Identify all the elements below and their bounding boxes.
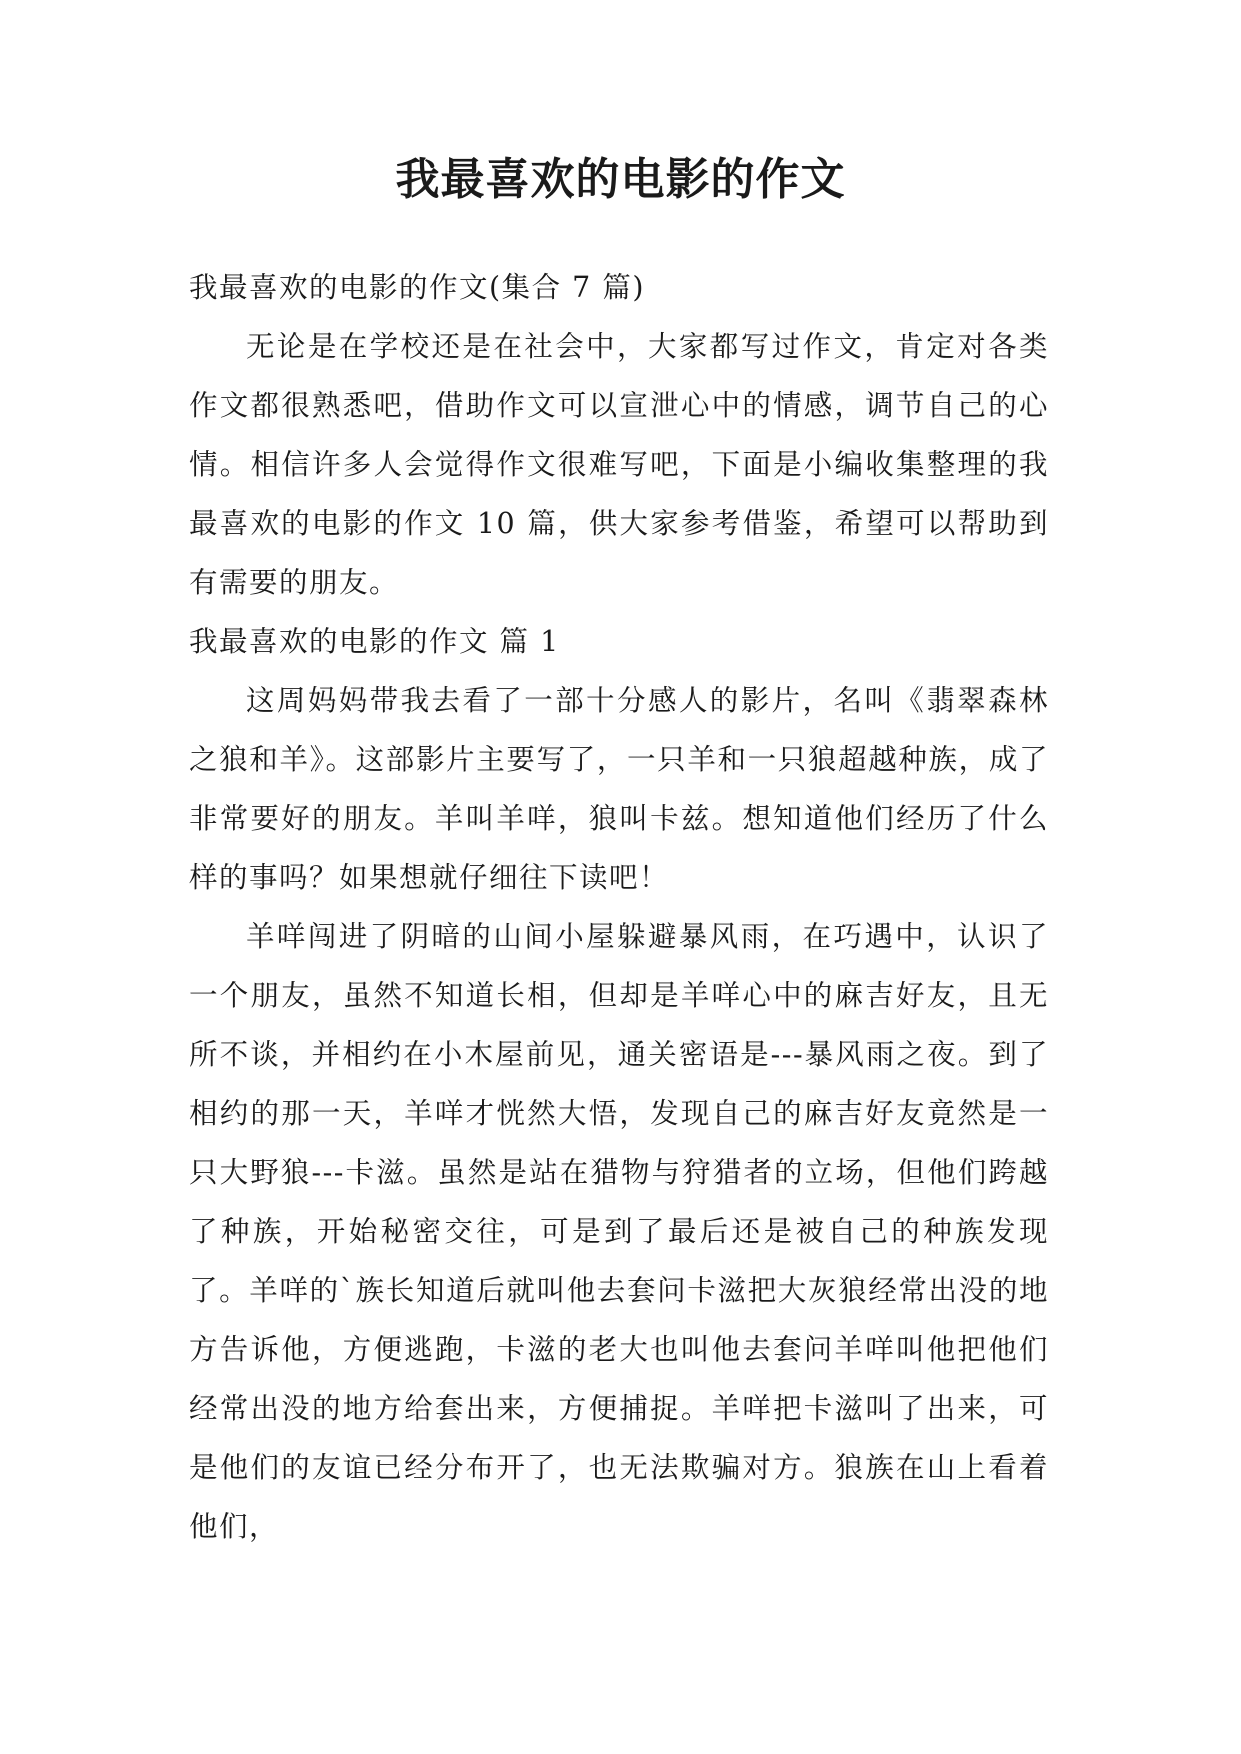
document-subtitle: 我最喜欢的电影的作文(集合 7 篇) [189, 271, 645, 304]
body-paragraph: 这周妈妈带我去看了一部十分感人的影片，名叫《翡翠森林之狼和羊》。这部影片主要写了，一只羊和一只狼超越种族，成了非常要好的朋友。羊叫羊咩，狼叫卡兹。想知道他们经历了什么样的事吗？如果想就仔细往下读吧！ [189, 684, 1049, 894]
body-paragraph: 羊咩闯进了阴暗的山间小屋躲避暴风雨，在巧遇中，认识了一个朋友，虽然不知道长相，但却是羊咩心中的麻吉好友，且无所不谈，并相约在小木屋前见，通关密语是---暴风雨之夜。到了相约的那一天，羊咩才恍然大悟，发现自己的麻吉好友竟然是一只大野狼---卡滋。虽然是站在猎物与狩猎者的立场，但他们跨越了种族，开始秘密交往，可是到了最后还是被自己的种族发现了。羊咩的`族长知道后就叫他去套问卡滋把大灰狼经常出没的地方告诉他，方便逃跑，卡滋的老大也叫他去套问羊咩叫他把他们经常出没的地方给套出来，方便捕捉。羊咩把卡滋叫了出来，可是他们的友谊已经分布开了，也无法欺骗对方。狼族在山上看着他们， [189, 920, 1049, 1543]
document-body [189, 258, 1049, 1556]
section-heading: 我最喜欢的电影的作文 篇 1 [189, 625, 560, 658]
intro-paragraph: 无论是在学校还是在社会中，大家都写过作文，肯定对各类作文都很熟悉吧，借助作文可以宣泄心中的情感，调节自己的心情。相信许多人会觉得作文很难写吧，下面是小编收集整理的我最喜欢的电影的作文 10 篇，供大家参考借鉴，希望可以帮助到有需要的朋友。 [189, 330, 1049, 599]
document-title: 我最喜欢的电影的作文 [395, 154, 846, 205]
